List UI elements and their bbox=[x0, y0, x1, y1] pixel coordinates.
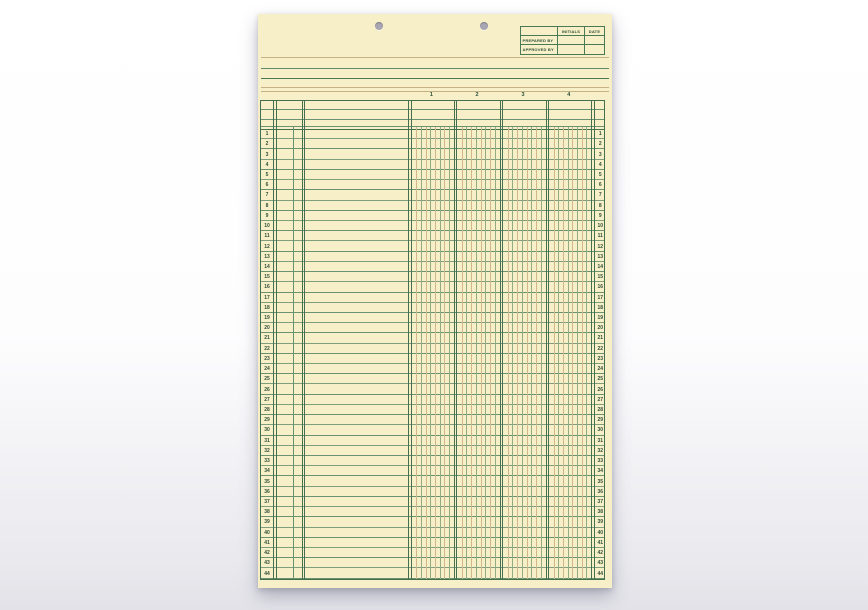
row-number: 31 bbox=[597, 437, 604, 444]
row-number: 36 bbox=[264, 488, 270, 495]
row-number: 12 bbox=[264, 243, 270, 250]
row-number: 7 bbox=[265, 192, 269, 199]
row-number-column-right bbox=[596, 129, 606, 579]
row-number: 38 bbox=[597, 509, 604, 516]
row-number: 29 bbox=[597, 417, 604, 424]
row-number: 15 bbox=[264, 274, 270, 281]
row-number: 40 bbox=[597, 529, 604, 536]
row-number: 39 bbox=[264, 519, 270, 526]
row-number: 10 bbox=[597, 223, 604, 230]
digit-guide-line bbox=[471, 127, 472, 579]
row-number: 42 bbox=[264, 550, 270, 557]
digit-guide-line bbox=[558, 127, 559, 579]
digit-guide-line bbox=[586, 127, 587, 579]
row-number: 4 bbox=[265, 161, 269, 168]
row-number: 30 bbox=[264, 427, 270, 434]
row-number: 13 bbox=[264, 253, 270, 260]
row-number: 19 bbox=[597, 315, 604, 322]
row-number: 11 bbox=[264, 233, 270, 240]
row-number: 24 bbox=[597, 366, 604, 373]
digit-guide-line bbox=[481, 127, 482, 579]
money-column-divider bbox=[454, 101, 458, 580]
row-number: 38 bbox=[264, 509, 270, 516]
initials-header: INITIALS bbox=[558, 27, 585, 36]
row-number: 43 bbox=[264, 560, 270, 567]
row-number: 18 bbox=[597, 304, 604, 311]
money-column-divider bbox=[408, 101, 412, 580]
row-number: 35 bbox=[597, 478, 604, 485]
row-number: 14 bbox=[264, 263, 270, 270]
row-number: 28 bbox=[597, 407, 604, 414]
row-number: 10 bbox=[264, 223, 270, 230]
column-header-number: 2 bbox=[475, 92, 479, 98]
row-number: 27 bbox=[597, 396, 604, 403]
row-number: 24 bbox=[264, 366, 270, 373]
digit-guide-column bbox=[412, 127, 454, 579]
row-number: 6 bbox=[598, 182, 602, 189]
prepared-by-date-field bbox=[585, 36, 604, 45]
column-header-number: 4 bbox=[567, 92, 571, 98]
digit-guide-column bbox=[503, 127, 546, 579]
digit-guide-line bbox=[512, 127, 513, 579]
row-number: 9 bbox=[265, 212, 269, 219]
row-number: 1 bbox=[598, 131, 602, 138]
digit-guide-line bbox=[568, 127, 569, 579]
row-number: 8 bbox=[598, 202, 602, 209]
row-number: 32 bbox=[264, 447, 270, 454]
digit-guide-line bbox=[466, 127, 467, 579]
row-number: 27 bbox=[264, 396, 270, 403]
column-header-number: 1 bbox=[429, 92, 433, 98]
row-number: 16 bbox=[264, 284, 270, 291]
row-number: 41 bbox=[597, 539, 604, 546]
prepared-by-initials-field bbox=[558, 36, 585, 45]
title-rule-1 bbox=[261, 57, 609, 58]
row-number: 36 bbox=[597, 488, 604, 495]
money-column-divider bbox=[500, 101, 504, 580]
row-number: 5 bbox=[265, 171, 269, 178]
row-number: 23 bbox=[597, 355, 604, 362]
digit-guide-line bbox=[563, 127, 564, 579]
title-rule-4 bbox=[261, 87, 609, 88]
approval-box bbox=[520, 26, 605, 55]
digit-guide-line bbox=[527, 127, 528, 579]
digit-guide-line bbox=[449, 127, 450, 579]
date-header: DATE bbox=[585, 27, 604, 36]
row-number: 19 bbox=[264, 315, 270, 322]
ledger-grid bbox=[260, 100, 605, 581]
description-column-divider bbox=[302, 101, 306, 580]
row-number: 5 bbox=[598, 171, 602, 178]
row-number: 26 bbox=[597, 386, 604, 393]
row-number: 7 bbox=[598, 192, 602, 199]
row-number: 22 bbox=[264, 345, 270, 352]
row-number: 25 bbox=[597, 376, 604, 383]
row-number: 3 bbox=[265, 151, 269, 158]
row-number: 33 bbox=[264, 458, 270, 465]
row-number: 21 bbox=[264, 335, 270, 342]
digit-guide-line bbox=[522, 127, 523, 579]
row-number: 11 bbox=[597, 233, 603, 240]
row-number: 1 bbox=[265, 131, 269, 138]
header-line-2 bbox=[261, 119, 604, 120]
row-number: 43 bbox=[597, 560, 604, 567]
row-number: 31 bbox=[264, 437, 270, 444]
row-number: 28 bbox=[264, 407, 270, 414]
approval-box-blank-cell bbox=[521, 27, 558, 36]
row-number: 16 bbox=[597, 284, 604, 291]
row-number: 40 bbox=[264, 529, 270, 536]
row-number: 2 bbox=[598, 141, 602, 148]
approved-by-date-field bbox=[585, 45, 604, 54]
row-number: 41 bbox=[264, 539, 270, 546]
column-header-number: 3 bbox=[521, 92, 525, 98]
digit-guide-line bbox=[582, 127, 583, 579]
date-column-divider bbox=[293, 127, 294, 580]
digit-guide-line bbox=[485, 127, 486, 579]
row-number: 37 bbox=[597, 498, 604, 505]
row-number: 20 bbox=[264, 325, 270, 332]
punch-hole-left bbox=[375, 22, 383, 30]
row-number: 8 bbox=[265, 202, 269, 209]
row-number: 29 bbox=[264, 417, 270, 424]
row-number: 17 bbox=[597, 294, 604, 301]
row-number: 42 bbox=[597, 550, 604, 557]
row-number: 14 bbox=[597, 263, 604, 270]
row-number: 3 bbox=[598, 151, 602, 158]
digit-guide-line bbox=[440, 127, 441, 579]
digit-guide-line bbox=[426, 127, 427, 579]
digit-guide-line bbox=[416, 127, 417, 579]
row-number-column-divider-left bbox=[273, 101, 277, 580]
row-number: 26 bbox=[264, 386, 270, 393]
approved-by-label: APPROVED BY bbox=[521, 45, 558, 54]
row-number: 13 bbox=[597, 253, 604, 260]
row-number: 22 bbox=[597, 345, 604, 352]
approved-by-initials-field bbox=[558, 45, 585, 54]
row-number: 15 bbox=[597, 274, 604, 281]
row-number: 23 bbox=[264, 355, 270, 362]
digit-guide-line bbox=[508, 127, 509, 579]
digit-guide-column bbox=[457, 127, 500, 579]
money-column-divider bbox=[546, 101, 550, 580]
digit-guide-line bbox=[430, 127, 431, 579]
row-number: 18 bbox=[264, 304, 270, 311]
row-number: 4 bbox=[598, 161, 602, 168]
money-column-divider bbox=[591, 101, 595, 580]
row-number-column-left bbox=[261, 129, 273, 579]
row-number: 2 bbox=[265, 141, 269, 148]
ledger-sheet bbox=[258, 14, 612, 588]
digit-guide-line bbox=[536, 127, 537, 579]
digit-guide-line bbox=[435, 127, 436, 579]
row-number: 9 bbox=[598, 212, 602, 219]
digit-guide-line bbox=[577, 127, 578, 579]
title-rule-3 bbox=[261, 78, 609, 80]
row-number: 34 bbox=[264, 468, 270, 475]
row-number: 25 bbox=[264, 376, 270, 383]
digit-guide-line bbox=[490, 127, 491, 579]
punch-hole-right bbox=[480, 22, 488, 30]
prepared-by-label: PREPARED BY bbox=[521, 36, 558, 45]
digit-guide-line bbox=[541, 127, 542, 579]
digit-guide-line bbox=[517, 127, 518, 579]
row-number: 37 bbox=[264, 498, 270, 505]
digit-guide-line bbox=[444, 127, 445, 579]
digit-guide-line bbox=[462, 127, 463, 579]
row-number: 44 bbox=[597, 570, 604, 577]
row-number: 12 bbox=[597, 243, 604, 250]
header-line-1 bbox=[261, 109, 604, 110]
digit-guide-line bbox=[495, 127, 496, 579]
row-number: 35 bbox=[264, 478, 270, 485]
row-number: 30 bbox=[597, 427, 604, 434]
digit-guide-column bbox=[549, 127, 591, 579]
row-number: 20 bbox=[597, 325, 604, 332]
digit-guide-line bbox=[476, 127, 477, 579]
row-number: 33 bbox=[597, 458, 604, 465]
row-number: 34 bbox=[597, 468, 604, 475]
digit-guide-line bbox=[554, 127, 555, 579]
row-number: 21 bbox=[597, 335, 604, 342]
row-number: 39 bbox=[597, 519, 604, 526]
digit-guide-line bbox=[421, 127, 422, 579]
row-number: 6 bbox=[265, 182, 269, 189]
row-number: 17 bbox=[264, 294, 270, 301]
row-number: 32 bbox=[597, 447, 604, 454]
digit-guide-line bbox=[572, 127, 573, 579]
row-number: 44 bbox=[264, 570, 270, 577]
digit-guide-line bbox=[531, 127, 532, 579]
title-rule-2 bbox=[261, 68, 609, 69]
